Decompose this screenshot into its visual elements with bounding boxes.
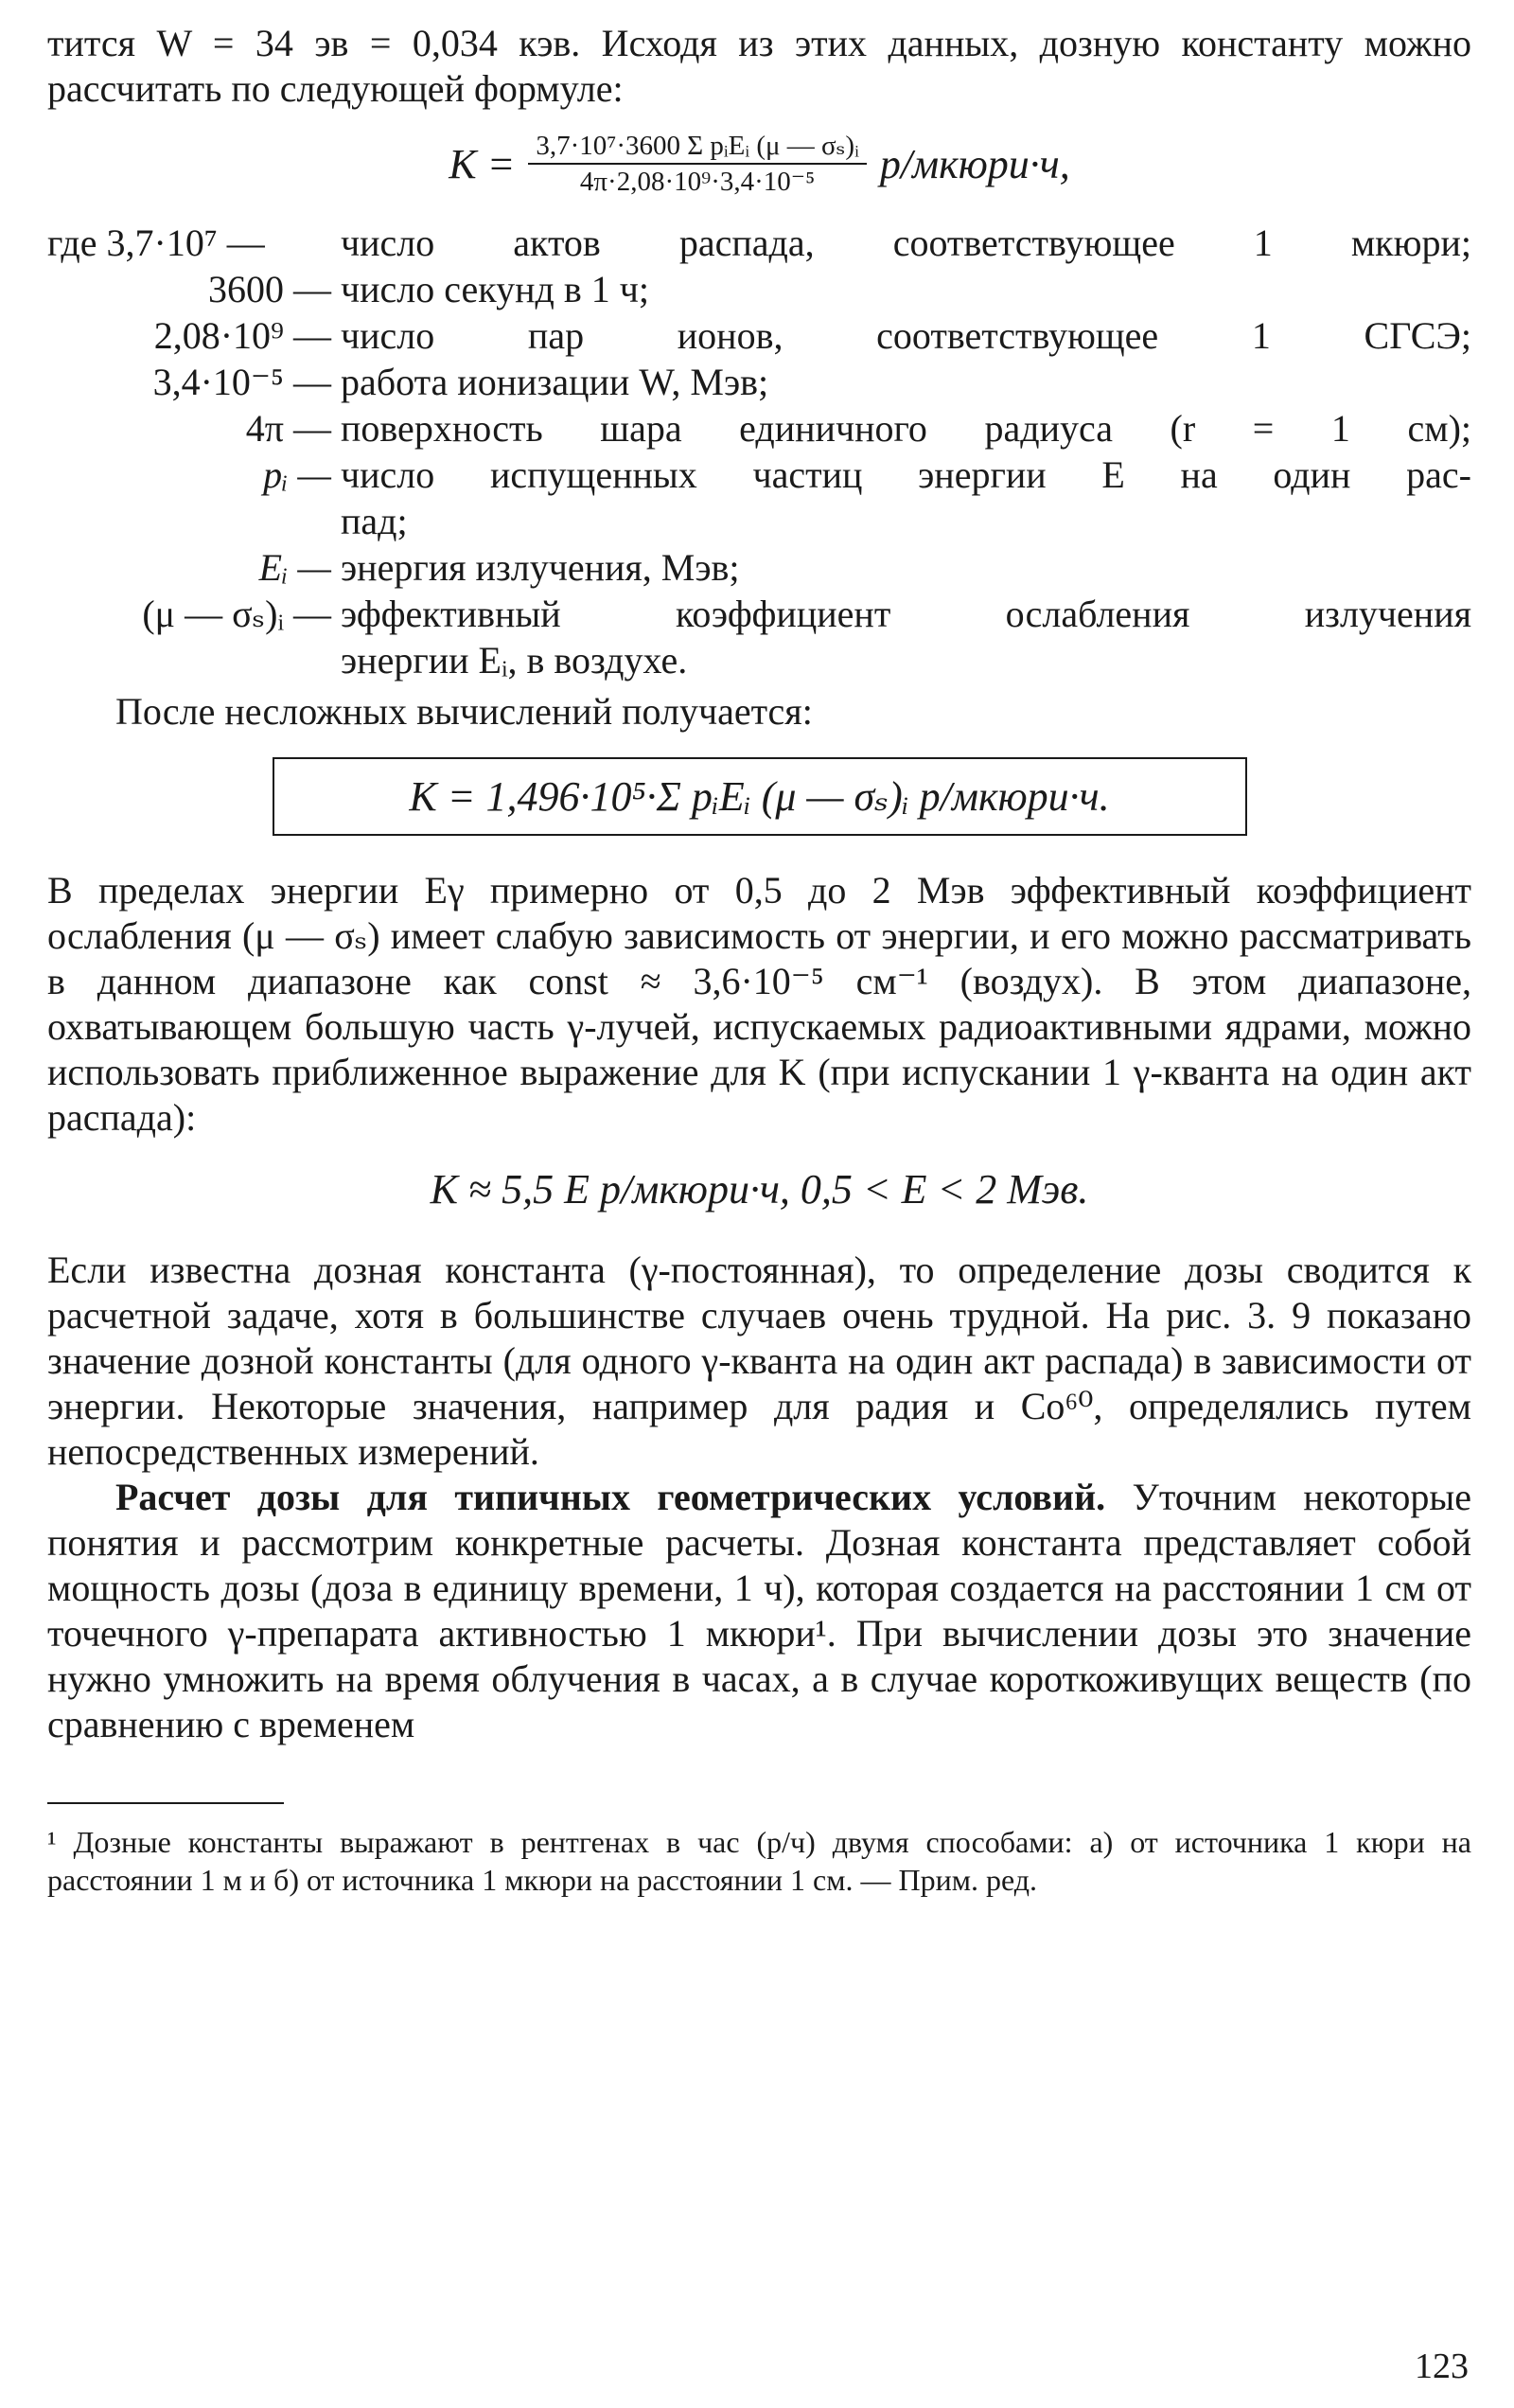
definition-symbol: (μ — σₛ)ᵢ — — [142, 593, 331, 635]
page-content — [47, 21, 1471, 1899]
definition-text: поверхность шара единичного радиуса (r = 1 см); — [341, 407, 1471, 450]
definition-row — [47, 359, 1471, 405]
definition-text: эффективный коэффициент ослабления излучения — [341, 593, 1471, 635]
page-number: 123 — [1415, 2346, 1469, 2386]
definition-row — [47, 405, 1471, 452]
definition-row — [47, 498, 1471, 544]
definition-symbol — [47, 637, 341, 683]
definition-symbol: 3600 — — [208, 268, 331, 310]
definition-symbol: где 3,7·10⁷ — — [47, 221, 265, 264]
definition-row — [47, 266, 1471, 312]
definition-text: число секунд в 1 ч; — [341, 268, 649, 310]
formula-denominator: 4π·2,08·10⁹·3,4·10⁻⁵ — [579, 167, 816, 197]
boxed-formula-wrap — [47, 757, 1471, 836]
definition-symbol: 2,08·10⁹ — — [153, 314, 331, 357]
footnote: ¹ Дозные константы выражают в рентгенах в час (р/ч) двумя способами: а) от источника 1 кюри на расстоянии 1 м и б) от источника 1 мкюри на расстоянии 1 см. — Прим. ред. — [47, 1825, 1471, 1897]
definition-symbol — [47, 498, 341, 544]
footnote-divider — [47, 1802, 284, 1804]
definition-row — [47, 452, 1471, 498]
paragraph-after-definitions: После несложных вычислений получается: — [115, 690, 813, 733]
section-text: Уточним некоторые понятия и рассмотрим конкретные расчеты. Дозная константа представляет собой мощность дозы (доза в единицу времени, 1 ч), которая создается на расстоянии 1 см от точечного γ-препарата активностью 1 мкюри¹. При вычислении дозы это значение нужно умножить на время облучения в часах, а в случае короткоживущих веществ (по сравнению с временем — [47, 1476, 1471, 1745]
paragraph-energy-range: В пределах энергии Eγ примерно от 0,5 до 2 Мэв эффективный коэффициент ослабления (μ — σₛ) имеет слабую зависимость от энергии, и его можно рассматривать в данном диапазоне как const ≈ 3,6·10⁻⁵ см⁻¹ (воздух). В этом диапазоне, охватывающем большую часть γ-лучей, испускаемых радиоактивными ядрами, можно использовать приближенное выражение для K (при испускании 1 γ-кванта на один акт распада): — [47, 869, 1471, 1139]
approximate-formula: K ≈ 5,5 E р/мкюри·ч, 0,5 < E < 2 Мэв. — [430, 1166, 1089, 1213]
definition-text: число испущенных частиц энергии E на один рас- — [341, 453, 1471, 496]
definition-symbol: 4π — — [245, 407, 331, 450]
definitions-list — [47, 220, 1471, 683]
formula-numerator: 3,7·10⁷·3600 Σ pᵢEᵢ (μ — σₛ)ᵢ — [528, 129, 867, 165]
section-heading: Расчет дозы для типичных геометрических условий. — [115, 1476, 1106, 1518]
formula-fraction — [528, 129, 867, 199]
boxed-formula: K = 1,496·10⁵·Σ pᵢEᵢ (μ — σₛ)ᵢ р/мкюри·ч. — [273, 757, 1247, 836]
definition-row — [47, 312, 1471, 359]
formula-dose-constant — [47, 129, 1471, 199]
paragraph-section — [47, 1475, 1471, 1747]
definition-text: число пар ионов, соответствующее 1 СГСЭ; — [341, 314, 1471, 357]
definition-text: число актов распада, соответствующее 1 мкюри; — [341, 221, 1471, 264]
definition-text: энергии Eᵢ, в воздухе. — [341, 639, 688, 682]
definition-row — [47, 637, 1471, 683]
definition-text: пад; — [341, 500, 408, 542]
paragraph-known-constant: Если известна дозная константа (γ-постоянная), то определение дозы сводится к расчетной задаче, хотя в большинстве случаев очень трудной. На рис. 3. 9 показано значение дозной константы (для одного γ-кванта на один акт распада) в зависимости от энергии. Некоторые значения, например для радия и Co⁶⁰, определялись путем непосредственных измерений. — [47, 1248, 1471, 1473]
definition-symbol: Eᵢ — — [258, 546, 331, 589]
definition-text: энергия излучения, Мэв; — [341, 546, 740, 589]
definition-row — [47, 591, 1471, 637]
definition-row — [47, 544, 1471, 591]
formula-units: р/мкюри·ч, — [879, 140, 1070, 187]
paragraph-top: тится W = 34 эв = 0,034 кэв. Исходя из этих данных, дозную константу можно рассчитать по следующей формуле: — [47, 22, 1471, 110]
definition-symbol: 3,4·10⁻⁵ — — [152, 361, 331, 403]
definition-symbol: pᵢ — — [263, 453, 331, 496]
definition-row — [47, 220, 1471, 266]
formula-lhs: K = — [449, 140, 516, 187]
definition-text: работа ионизации W, Мэв; — [341, 361, 769, 403]
